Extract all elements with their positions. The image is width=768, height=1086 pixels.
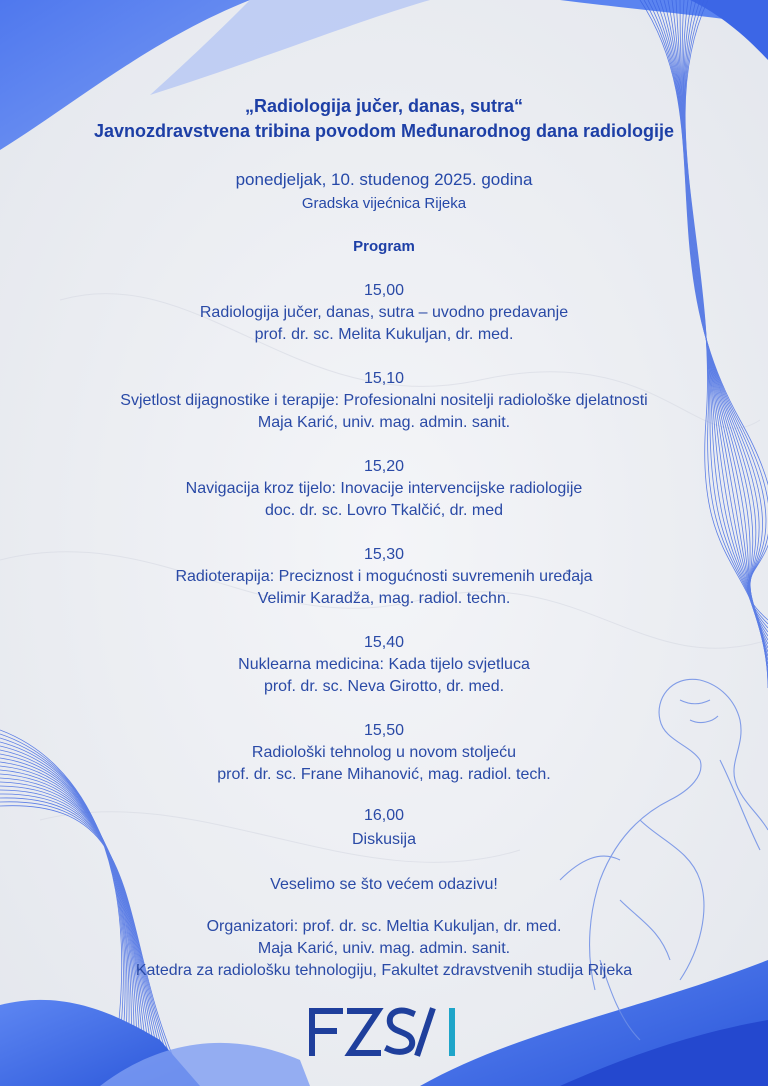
program-title: Nuklearna medicina: Kada tijelo svjetluca xyxy=(238,656,530,673)
program-time: 15,20 xyxy=(363,458,405,475)
program-title: Svjetlost dijagnostike i terapije: Profesionalni nositelji radiološke djelatnosti xyxy=(120,392,648,409)
program-time: 15,30 xyxy=(363,546,405,563)
title-line-1: „Radiologija jučer, danas, sutra“ xyxy=(244,96,524,116)
program-speaker: prof. dr. sc. Frane Mihanović, mag. radiol. tech. xyxy=(217,766,551,783)
program-heading: Program xyxy=(353,238,415,255)
event-date: ponedjeljak, 10. studenog 2025. godina xyxy=(235,170,533,189)
program-time: 15,00 xyxy=(363,282,405,299)
closing-time: 16,00 xyxy=(363,807,405,824)
program-title: Radiologija jučer, danas, sutra – uvodno predavanje xyxy=(199,304,569,321)
program-speaker: Velimir Karadža, mag. radiol. techn. xyxy=(257,590,511,607)
program-speaker: doc. dr. sc. Lovro Tkalčić, dr. med xyxy=(264,502,504,519)
program-title: Radiološki tehnolog u novom stoljeću xyxy=(251,744,517,761)
fzsri-logo xyxy=(306,1005,462,1057)
program-title: Navigacija kroz tijelo: Inovacije intervencijske radiologije xyxy=(185,480,583,497)
program-time: 15,10 xyxy=(363,370,405,387)
organizers-line-3: Katedra za radiološku tehnologiju, Fakultet zdravstvenih studija Rijeka xyxy=(135,962,633,979)
organizers-line-1: Organizatori: prof. dr. sc. Meltia Kukuljan, dr. med. xyxy=(206,918,562,935)
title-line-2: Javnozdravstvena tribina povodom Međunarodnog dana radiologije xyxy=(93,121,675,141)
program-title: Radioterapija: Preciznost i mogućnosti suvremenih uređaja xyxy=(175,568,593,585)
program-time: 15,50 xyxy=(363,722,405,739)
program-speaker: prof. dr. sc. Melita Kukuljan, dr. med. xyxy=(254,326,514,343)
closing-title: Diskusija xyxy=(351,831,416,848)
program-speaker: prof. dr. sc. Neva Girotto, dr. med. xyxy=(263,678,505,695)
program-speaker: Maja Karić, univ. mag. admin. sanit. xyxy=(257,414,511,431)
organizers-line-2: Maja Karić, univ. mag. admin. sanit. xyxy=(257,940,511,957)
event-venue: Gradska vijećnica Rijeka xyxy=(301,195,467,212)
welcome-text: Veselimo se što većem odazivu! xyxy=(270,876,498,893)
program-time: 15,40 xyxy=(363,634,405,651)
